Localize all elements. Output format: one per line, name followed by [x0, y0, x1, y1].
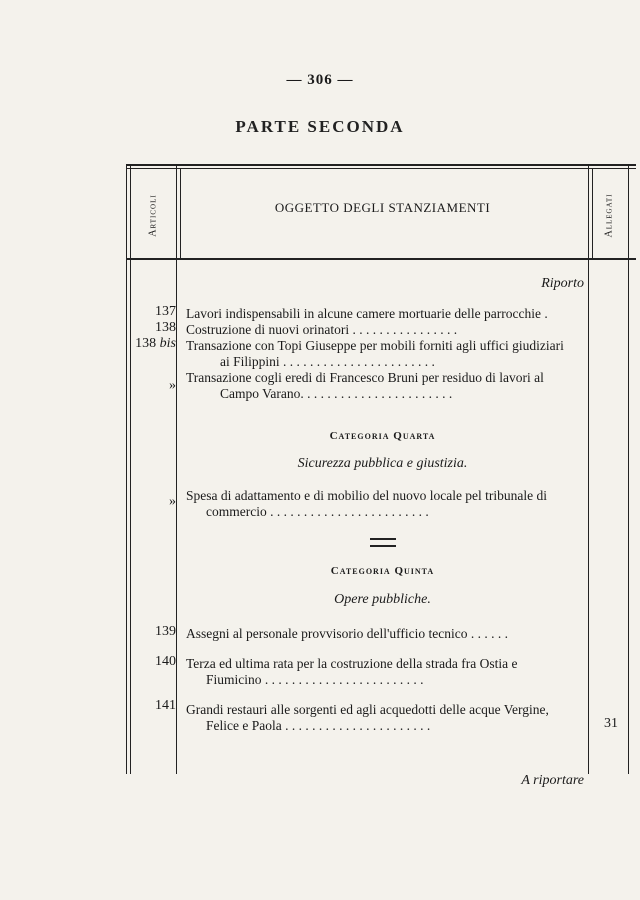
row-text: Grandi restauri alle sorgenti ed agli acquedotti delle acque Vergine,: [186, 702, 549, 717]
row-text: Terza ed ultima rata per la costruzione della strada fra Ostia e: [186, 656, 518, 671]
page-number: — 306 —: [286, 72, 354, 88]
riporto: Riporto: [541, 276, 584, 291]
col-line-articoli: [176, 164, 177, 774]
row-num: 140: [155, 654, 176, 669]
row-text-cont: Felice e Paola . . . . . . . . . . . . . . . . . . . . . .: [206, 718, 431, 733]
row-num: [128, 336, 176, 352]
col-line-left-outer: [126, 164, 127, 774]
row-num: 139: [155, 624, 176, 639]
row-text: Transazione con Topi Giuseppe per mobili forniti agli uffici giudiziari: [186, 338, 564, 353]
row-num-suffix: bis: [159, 336, 176, 351]
row-text-cont: commercio . . . . . . . . . . . . . . . . . . . . . . . .: [206, 504, 429, 519]
row-num: 137: [155, 304, 176, 319]
allegati-value: 31: [604, 716, 618, 731]
col-line-allegati-2: [592, 168, 593, 260]
row-num-main: 138: [135, 336, 157, 351]
table-top-rule: [126, 164, 636, 166]
row-text: Costruzione di nuovi orinatori . . . . . . . . . . . . . . . .: [186, 322, 458, 337]
table-top-rule-thin: [126, 168, 636, 169]
col-line-allegati: [588, 164, 589, 774]
section-divider: [370, 538, 396, 547]
table-header-rule: [126, 258, 636, 260]
header-articoli: Articoli: [147, 193, 159, 237]
row-text-cont: Fiumicino . . . . . . . . . . . . . . . . . . . . . . . .: [206, 672, 424, 687]
header-allegati: Allegati: [603, 193, 615, 237]
row-text: Lavori indispensabili in alcune camere mortuarie delle parrocchie .: [186, 306, 548, 321]
row-num: 138: [155, 320, 176, 335]
row-text: Spesa di adattamento e di mobilio del nuovo locale pel tribunale di: [186, 488, 548, 503]
part-title: PARTE SECONDA: [235, 117, 405, 136]
row-num: 141: [155, 698, 176, 713]
row-text: Transazione cogli eredi di Francesco Bruni per residuo di lavori al: [186, 370, 544, 385]
category-heading: Categoria Quinta: [330, 565, 435, 577]
col-line-right: [628, 164, 629, 774]
row-num: »: [169, 494, 176, 509]
category-subheading: Sicurezza pubblica e giustizia.: [297, 456, 468, 471]
a-riportare: A riportare: [521, 773, 584, 788]
row-num: »: [169, 378, 176, 393]
col-line-left-inner: [130, 164, 131, 774]
row-text: Assegni al personale provvisorio dell'ufficio tecnico . . . . . .: [186, 626, 508, 641]
row-text-cont: ai Filippini . . . . . . . . . . . . . . . . . . . . . . .: [220, 354, 435, 369]
category-subheading: Opere pubbliche.: [334, 592, 431, 607]
header-oggetto: OGGETTO DEGLI STANZIAMENTI: [274, 200, 491, 215]
row-text-cont: Campo Varano. . . . . . . . . . . . . . . . . . . . . . .: [220, 386, 453, 401]
category-heading: Categoria Quarta: [329, 430, 436, 442]
